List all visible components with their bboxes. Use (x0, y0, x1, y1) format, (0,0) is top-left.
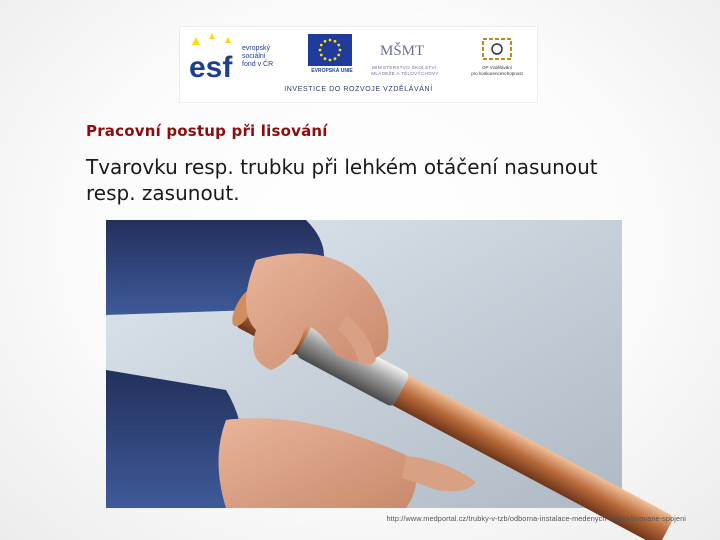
op-caption-line: OP Vzdělávání (482, 65, 512, 70)
msmt-logo-text: MŠMT (380, 43, 425, 59)
esf-caption-line: evropský (242, 45, 271, 52)
esf-caption-line: fond v ČR (242, 61, 274, 68)
msmt-logo (380, 31, 425, 67)
op-logo-icon (477, 33, 517, 65)
esf-logo (188, 33, 240, 84)
pipe-fitting-photo (106, 220, 622, 508)
esf-caption-line: sociální (242, 53, 266, 60)
logo-banner (179, 26, 538, 103)
banner-slogan: INVESTICE DO ROZVOJE VZDĚLÁVÁNÍ (284, 86, 433, 93)
photo-source-link[interactable]: http://www.medportal.cz/trubky-v-tzb/odborna-instalace-medenych-trubek/lisovane-spojeni (386, 514, 686, 523)
slide-body-text: Tvarovku resp. trubku při lehkém otáčení nasunout resp. zasunout. (86, 155, 598, 205)
op-caption-line: pro konkurenceschopnost (471, 71, 523, 76)
msmt-caption (360, 65, 450, 77)
eu-flag-icon (308, 34, 352, 66)
msmt-caption-line: MINISTERSTVO ŠKOLSTVÍ, (371, 65, 439, 70)
esf-caption (242, 45, 273, 69)
slide-subtitle: Pracovní postup při lisování (86, 122, 328, 140)
msmt-caption-line: MLÁDEŽE A TĚLOVÝCHOVY (371, 71, 439, 76)
op-caption (460, 65, 534, 77)
esf-logo-text: esf (189, 51, 233, 84)
eu-label: EVROPSKÁ UNIE (311, 68, 353, 74)
